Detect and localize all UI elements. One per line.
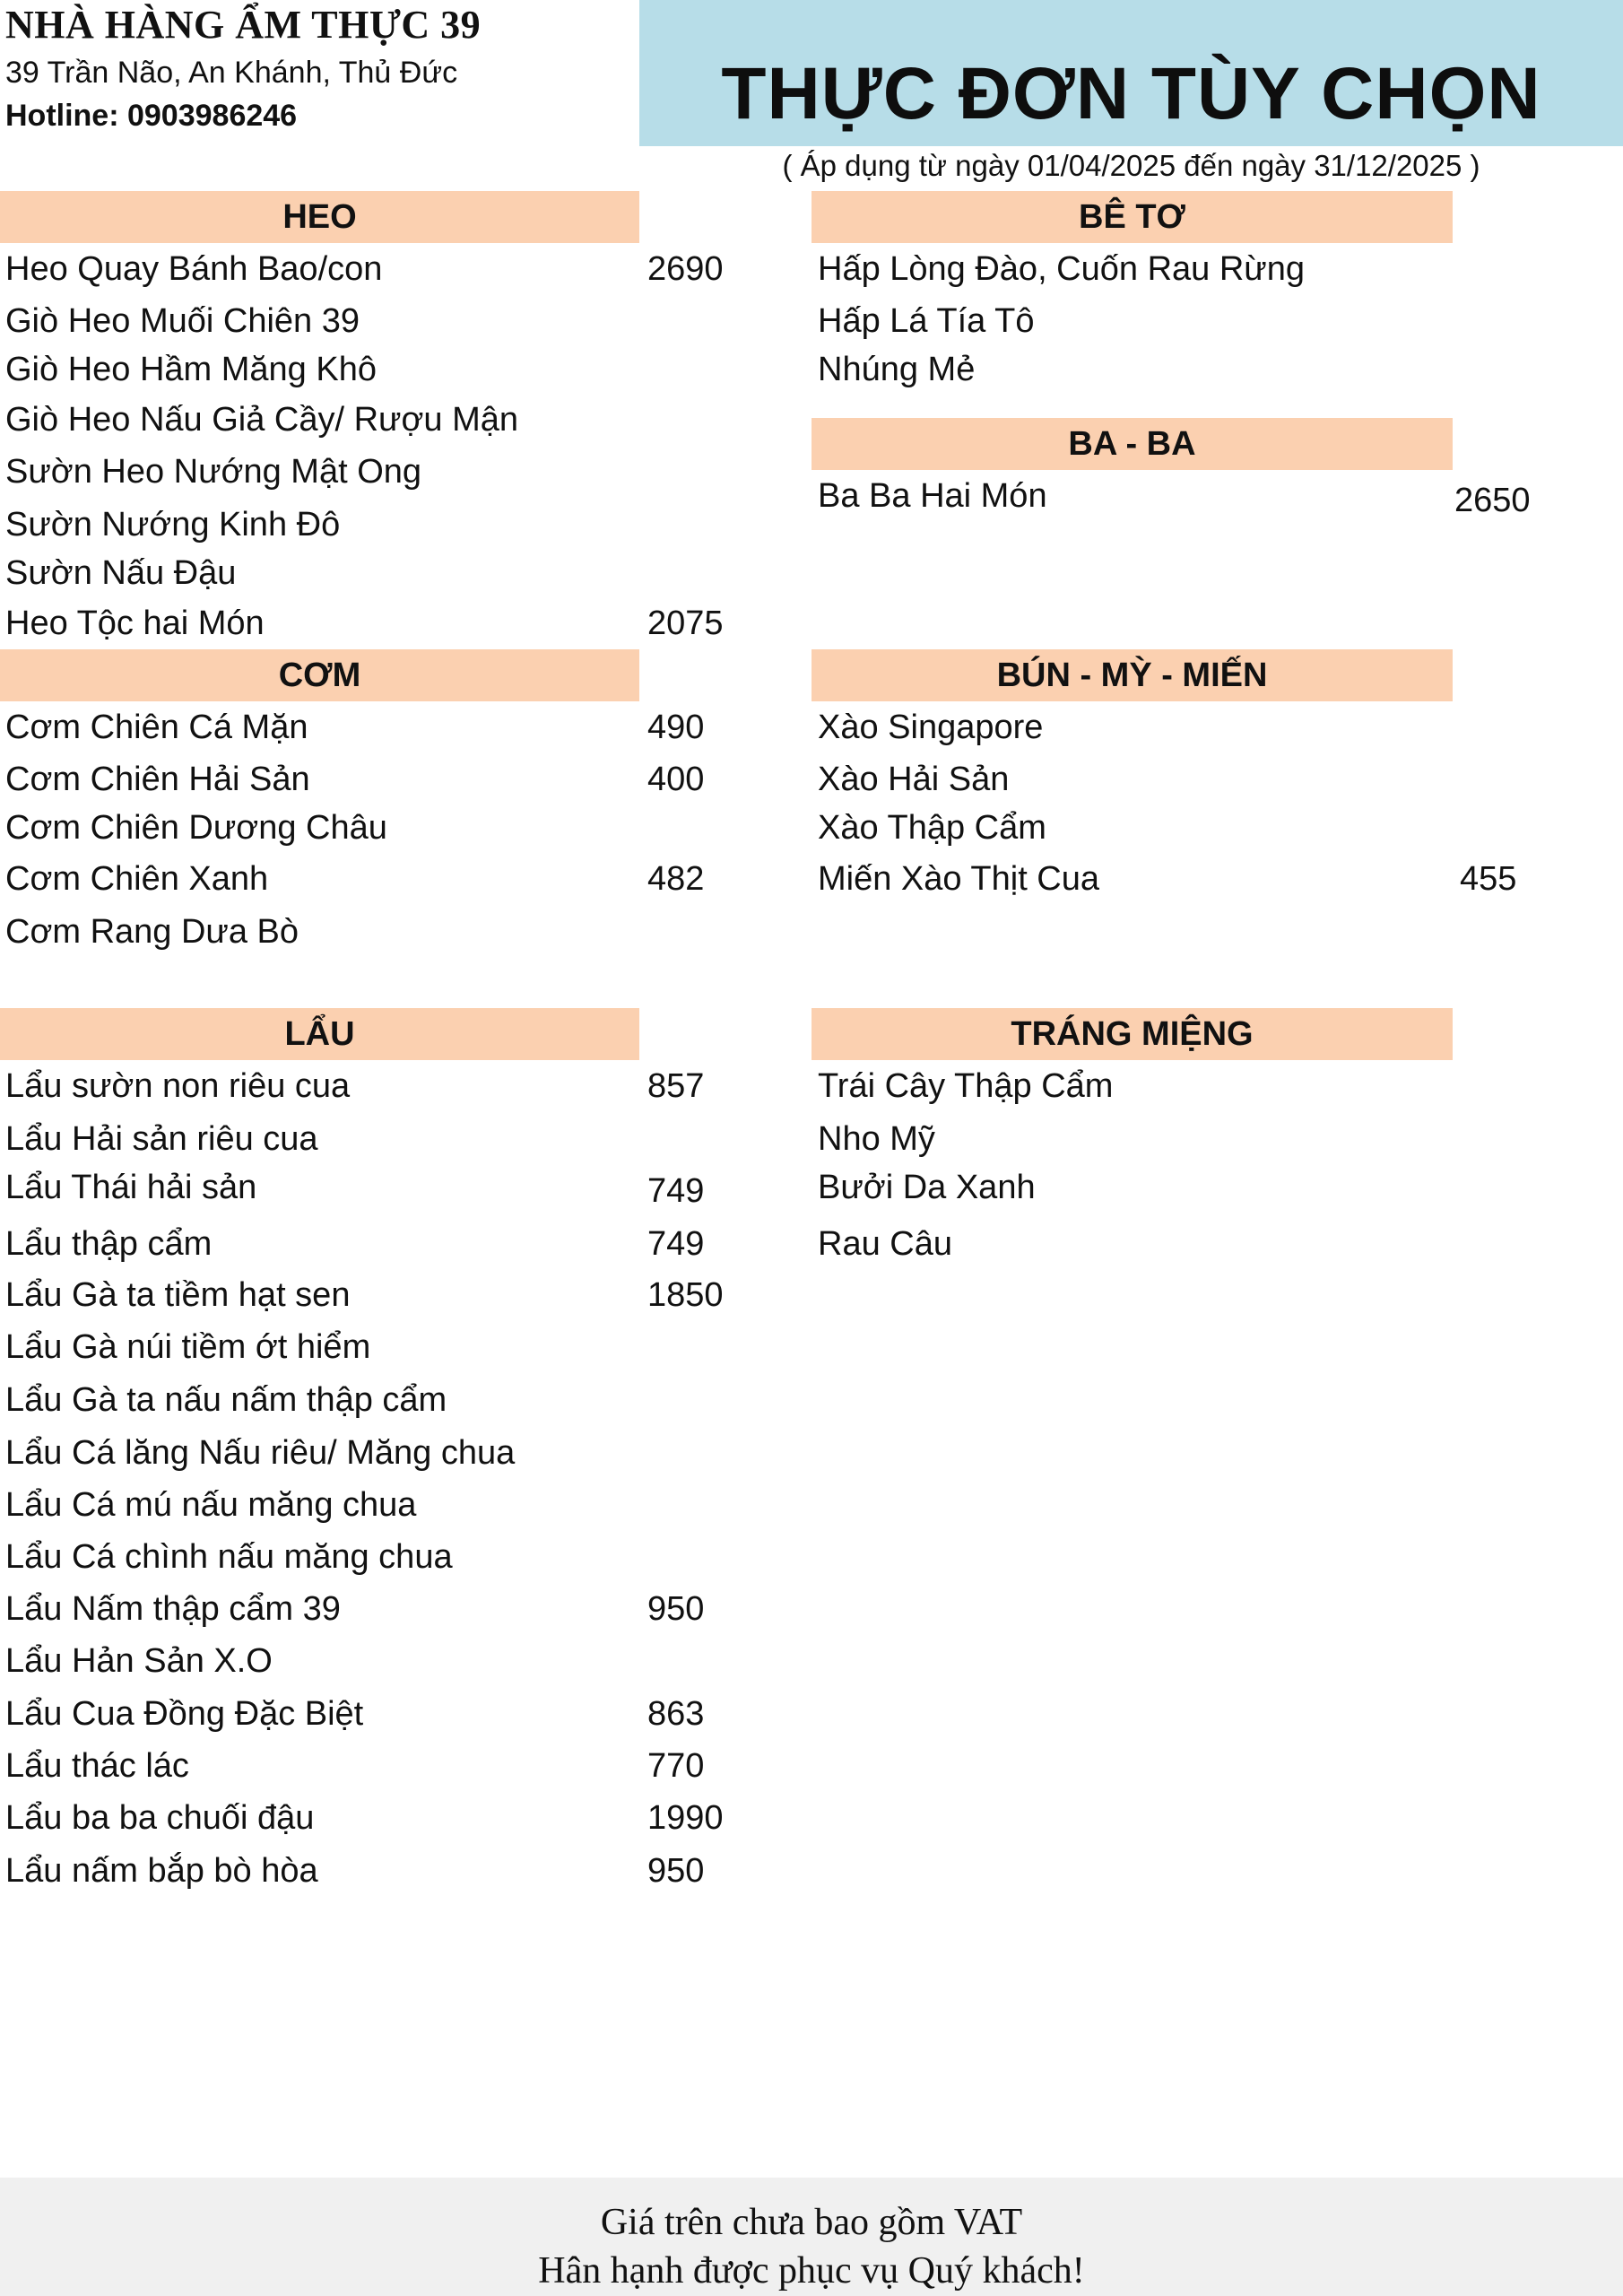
menu-item-name: Sườn Nấu Đậu bbox=[5, 554, 237, 592]
menu-item-name: Lẩu Gà ta nấu nấm thập cẩm bbox=[5, 1381, 447, 1419]
menu-item-name: Cơm Chiên Xanh bbox=[5, 860, 269, 898]
menu-item-name: Miến Xào Thịt Cua bbox=[818, 860, 1100, 898]
restaurant-hotline: Hotline: 0903986246 bbox=[5, 99, 298, 133]
menu-item-price: 749 bbox=[647, 1172, 705, 1210]
menu-item-price: 863 bbox=[647, 1695, 705, 1733]
menu-item-name: Rau Câu bbox=[818, 1225, 952, 1263]
menu-item-name: Lẩu Cá chình nấu măng chua bbox=[5, 1538, 453, 1576]
menu-item-name: Sườn Heo Nướng Mật Ong bbox=[5, 453, 422, 491]
menu-item-price: 2075 bbox=[647, 604, 724, 642]
menu-item-price: 770 bbox=[647, 1747, 705, 1785]
menu-item-name: Giò Heo Hầm Măng Khô bbox=[5, 351, 377, 388]
menu-item-name: Lẩu Hản Sản X.O bbox=[5, 1642, 273, 1680]
menu-item-name: Heo Tộc hai Món bbox=[5, 604, 265, 642]
menu-item-name: Giò Heo Nấu Giả Cầy/ Rượu Mận bbox=[5, 401, 519, 439]
footer bbox=[0, 2178, 1623, 2296]
menu-item-price: 1990 bbox=[647, 1799, 724, 1837]
menu-item-price: 950 bbox=[647, 1852, 705, 1890]
menu-item-name: Cơm Chiên Hải Sản bbox=[5, 761, 310, 798]
validity-period: ( Áp dụng từ ngày 01/04/2025 đến ngày 31/12/2025 ) bbox=[782, 149, 1480, 182]
menu-item-name: Lẩu Gà núi tiềm ớt hiểm bbox=[5, 1328, 371, 1366]
menu-item-price: 2650 bbox=[1454, 482, 1531, 519]
menu-item-name: Lẩu Cá mú nấu măng chua bbox=[5, 1486, 417, 1524]
menu-item-price: 400 bbox=[647, 761, 705, 798]
section-header-trang-mieng: TRÁNG MIỆNG bbox=[812, 1008, 1453, 1060]
section-header-be-to: BÊ TƠ bbox=[812, 191, 1453, 243]
menu-item-name: Bưởi Da Xanh bbox=[818, 1169, 1036, 1206]
menu-item-name: Cơm Chiên Dương Châu bbox=[5, 809, 387, 847]
menu-item-price: 482 bbox=[647, 860, 705, 898]
menu-item-name: Nho Mỹ bbox=[818, 1120, 935, 1158]
restaurant-address: 39 Trần Não, An Khánh, Thủ Đức bbox=[5, 56, 458, 90]
menu-item-name: Lẩu Gà ta tiềm hạt sen bbox=[5, 1276, 351, 1314]
menu-item-price: 2690 bbox=[647, 250, 724, 288]
menu-item-name: Hấp Lòng Đào, Cuốn Rau Rừng bbox=[818, 250, 1306, 288]
menu-item-name: Nhúng Mẻ bbox=[818, 351, 976, 388]
menu-item-price: 857 bbox=[647, 1067, 705, 1105]
menu-item-name: Xào Hải Sản bbox=[818, 761, 1010, 798]
menu-item-name: Lẩu sườn non riêu cua bbox=[5, 1067, 351, 1105]
restaurant-name: NHÀ HÀNG ẨM THỰC 39 bbox=[5, 3, 482, 47]
menu-item-name: Lẩu Cá lăng Nấu riêu/ Măng chua bbox=[5, 1434, 516, 1472]
title-banner bbox=[639, 0, 1623, 146]
welcome-note: Hân hạnh được phục vụ Quý khách! bbox=[538, 2250, 1085, 2292]
vat-note: Giá trên chưa bao gồm VAT bbox=[600, 2202, 1023, 2243]
menu-item-name: Lẩu Nấm thập cẩm 39 bbox=[5, 1590, 341, 1628]
menu-item-name: Hấp Lá Tía Tô bbox=[818, 302, 1035, 340]
section-header-lau: LẨU bbox=[0, 1008, 639, 1060]
menu-item-name: Lẩu ba ba chuối đậu bbox=[5, 1799, 315, 1837]
menu-item-name: Giò Heo Muối Chiên 39 bbox=[5, 302, 360, 340]
menu-item-name: Lẩu thập cẩm bbox=[5, 1225, 213, 1263]
menu-item-name: Heo Quay Bánh Bao/con bbox=[5, 250, 383, 288]
menu-item-name: Sườn Nướng Kinh Đô bbox=[5, 506, 341, 544]
menu-item-name: Xào Singapore bbox=[818, 709, 1044, 746]
section-header-com: CƠM bbox=[0, 649, 639, 701]
menu-item-name: Lẩu Hải sản riêu cua bbox=[5, 1120, 318, 1158]
menu-item-price: 490 bbox=[647, 709, 705, 746]
menu-item-name: Ba Ba Hai Món bbox=[818, 477, 1047, 515]
menu-item-name: Trái Cây Thập Cẩm bbox=[818, 1067, 1114, 1105]
menu-item-name: Lẩu Cua Đồng Đặc Biệt bbox=[5, 1695, 364, 1733]
menu-title: THỰC ĐƠN TÙY CHỌN bbox=[721, 53, 1541, 135]
section-header-ba-ba: BA - BA bbox=[812, 418, 1453, 470]
section-header-bun-my-mien: BÚN - MỲ - MIẾN bbox=[812, 649, 1453, 701]
menu-item-price: 950 bbox=[647, 1590, 705, 1628]
menu-item-name: Lẩu thác lác bbox=[5, 1747, 189, 1785]
menu-item-name: Xào Thập Cẩm bbox=[818, 809, 1046, 847]
menu-item-name: Cơm Chiên Cá Mặn bbox=[5, 709, 308, 746]
menu-item-price: 1850 bbox=[647, 1276, 724, 1314]
menu-item-name: Lẩu nấm bắp bò hòa bbox=[5, 1852, 318, 1890]
menu-item-price: 749 bbox=[647, 1225, 705, 1263]
section-header-heo: HEO bbox=[0, 191, 639, 243]
menu-item-name: Lẩu Thái hải sản bbox=[5, 1169, 257, 1206]
menu-item-name: Cơm Rang Dưa Bò bbox=[5, 913, 299, 951]
menu-item-price: 455 bbox=[1460, 860, 1517, 898]
